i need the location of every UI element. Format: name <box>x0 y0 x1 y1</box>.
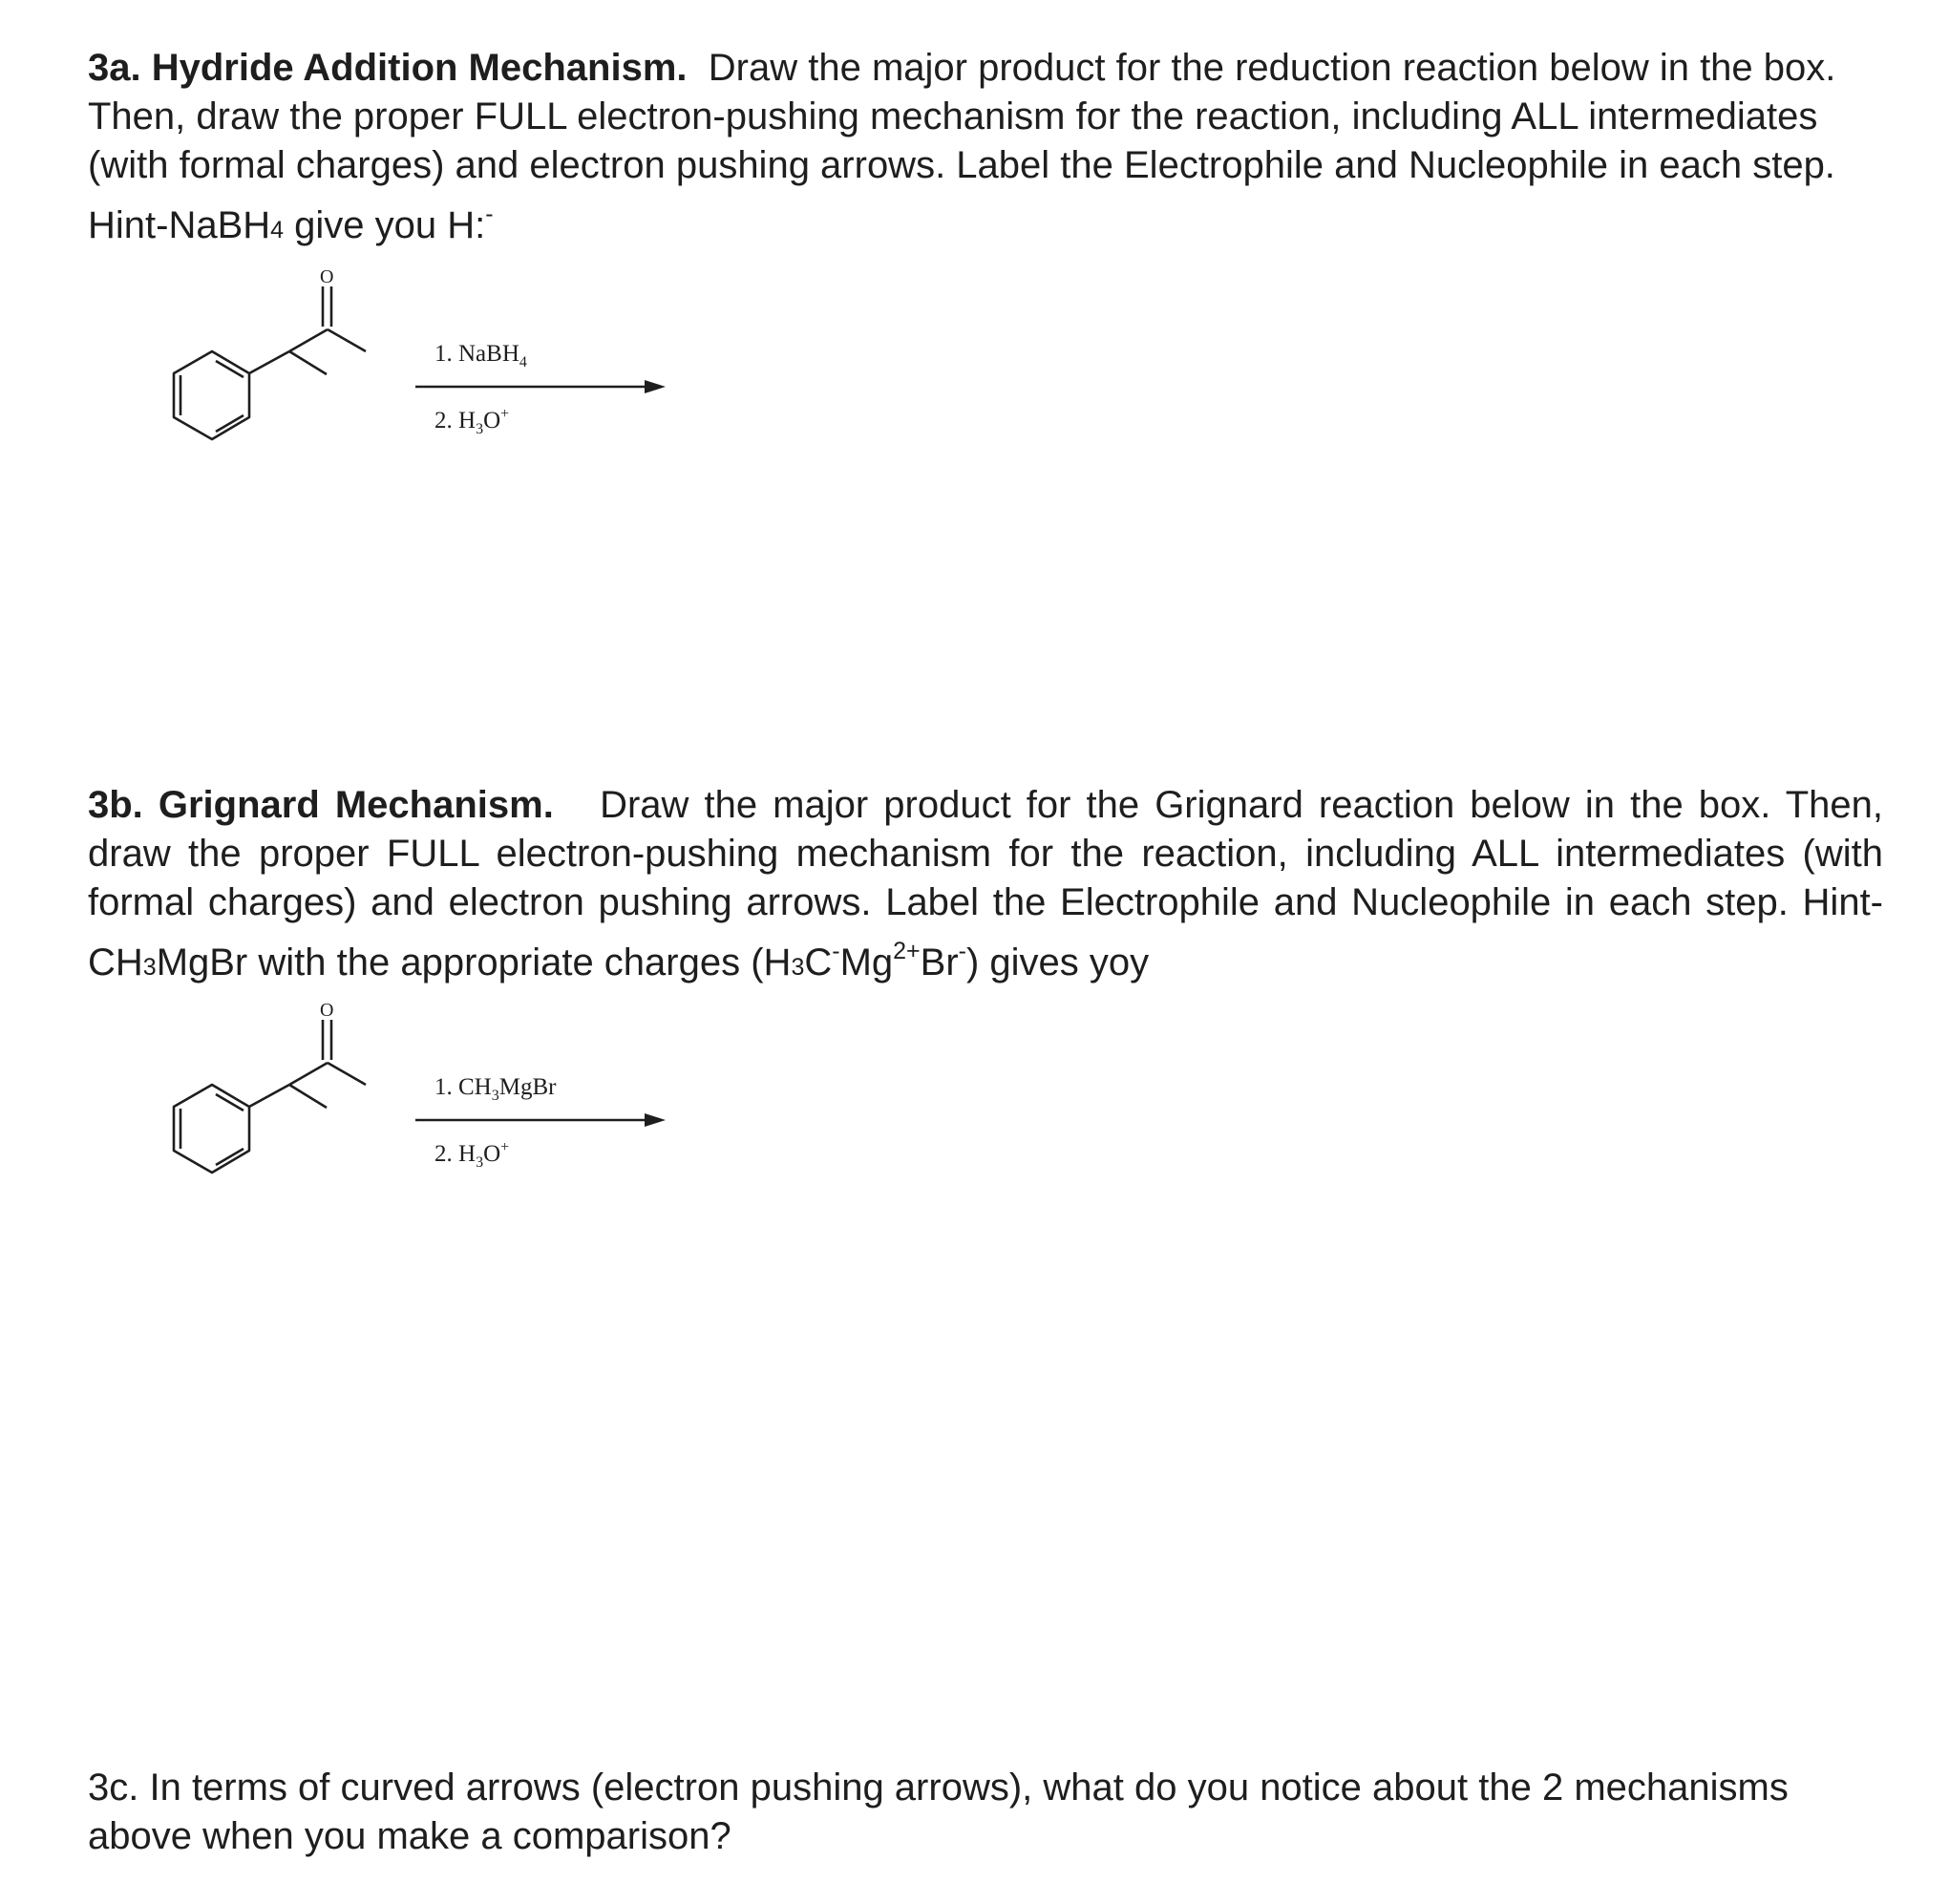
question-3c-text: 3c. In terms of curved arrows (electron pushing arrows), what do you notice about the 2 mechanisms above when you make a comparison? <box>88 1766 1789 1857</box>
reagent-step1-3b: 1. $CH_3MgBr$ <box>434 1074 557 1104</box>
reagent-step1-3a: 1. NaBH$_4$ <box>434 341 527 370</box>
oxygen-label-3a: O <box>320 266 334 287</box>
question-3b-text-1: MgBr with the appropriate charges (H <box>156 941 792 984</box>
question-3b-subscript-1: 3 <box>142 954 157 981</box>
reaction-scheme-3b-drawing <box>81 1000 616 1232</box>
question-3a-body: Draw the major product for the reduction reaction below in the box. Then, draw the proper FULL electron-pushing mechanism for the reaction, including ALL intermediates (with formal charges) and electron pushing arrows. Label the Electrophile and Nucleophile in each step. Hint-NaBH <box>88 47 1836 246</box>
ketone-chain-3a <box>249 286 366 374</box>
reagent-step2-3a: 2. $H_3O^+$ <box>434 406 510 437</box>
reaction-scheme-3b <box>81 1000 616 1232</box>
question-3b-superscript-2: 2+ <box>893 938 921 964</box>
question-3b-text-3: Mg <box>839 941 894 984</box>
question-3c <box>88 1764 1883 1861</box>
question-3b-superscript-1: - <box>832 938 840 964</box>
question-3b-subscript-2: 3 <box>791 954 805 981</box>
question-3b <box>88 781 1883 992</box>
question-3a-body-subscript: 4 <box>270 217 285 243</box>
question-3b-body: Draw the major product for the Grignard reaction below in the box. Then, draw the proper FULL electron-pushing mechanism for the reaction, including ALL intermediates (with formal charges) and electron pushing arrows. Label the Electrophile and Nucleophile in each step. Hint-CH <box>88 784 1884 984</box>
oxygen-label-3b: O <box>320 1000 334 1021</box>
question-3b-text-5: ) gives yoy <box>965 941 1150 984</box>
question-3a-body-tail: give you H: <box>284 204 486 246</box>
question-3b-text-2: C <box>804 941 833 984</box>
question-3b-title: 3b. Grignard Mechanism. <box>88 784 554 826</box>
reaction-scheme-3a-drawing <box>81 266 616 498</box>
benzene-ring-3b <box>174 1085 249 1173</box>
question-3a-title: 3a. Hydride Addition Mechanism. <box>88 47 688 89</box>
reagent-step2-3b: 2. $H_3O^+$ <box>434 1139 510 1171</box>
question-3a-body-superscript: - <box>485 201 494 227</box>
reaction-arrow-3a <box>415 380 666 393</box>
ketone-chain-3b <box>249 1020 366 1108</box>
reaction-scheme-3a <box>81 266 616 498</box>
question-3a <box>88 44 1902 255</box>
question-3b-superscript-3: - <box>958 938 966 964</box>
question-3b-text-4: Br <box>920 941 959 984</box>
benzene-ring-3a <box>174 351 249 439</box>
reaction-arrow-3b <box>415 1113 666 1127</box>
